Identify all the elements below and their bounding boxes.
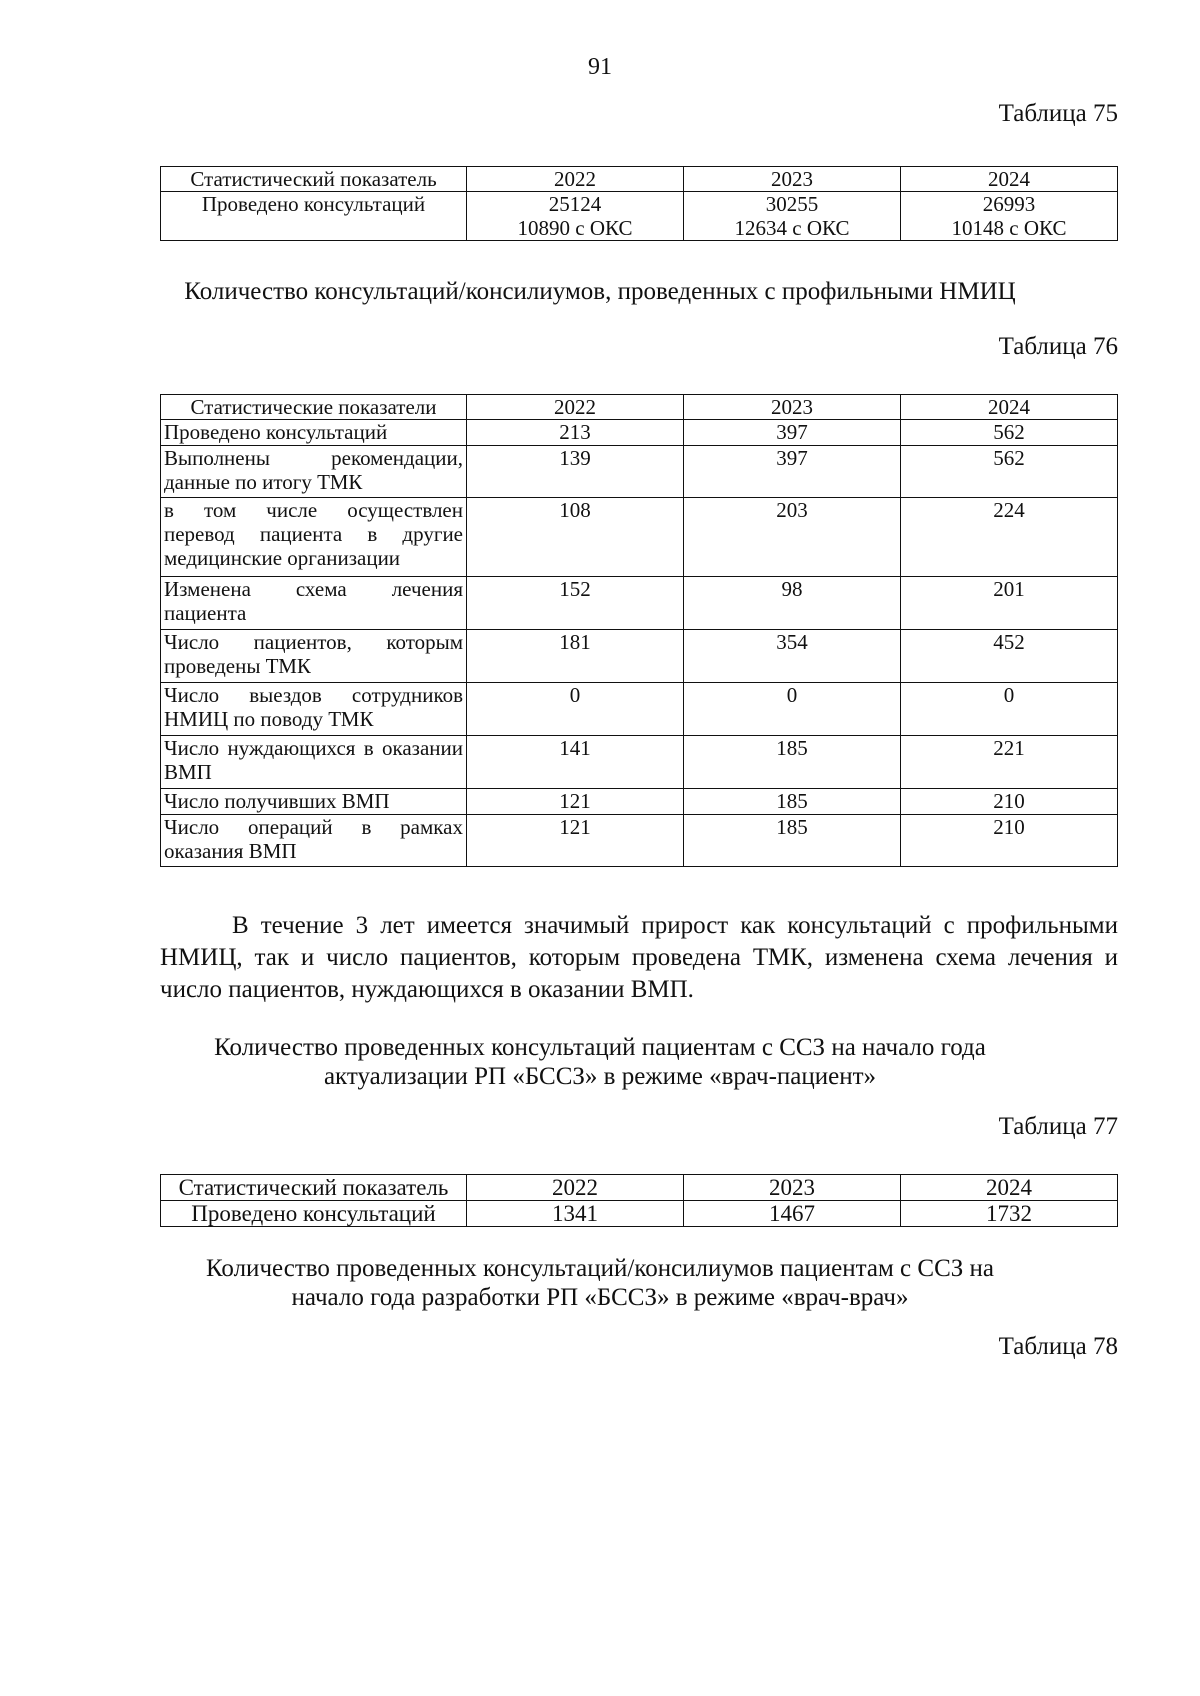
value-cell: 185	[684, 736, 901, 789]
table-row	[161, 736, 1118, 789]
value-cell: 181	[467, 630, 684, 683]
header-cell: 2022	[467, 1175, 684, 1201]
value-cell: 210	[901, 815, 1118, 867]
header-cell: 2023	[684, 395, 901, 420]
value-total: 26993	[982, 192, 1036, 216]
value-cell: 0	[684, 683, 901, 736]
value-cell: 0	[901, 683, 1118, 736]
value-cell: 185	[684, 789, 901, 815]
heading-table-77	[120, 1033, 1080, 1091]
heading-line: актуализации РП «БССЗ» в режиме «врач-пациент»	[323, 1063, 877, 1090]
value-cell: 562	[901, 420, 1118, 446]
header-cell: Статистические показатели	[161, 395, 467, 420]
value-cell: 1341	[467, 1201, 684, 1227]
table-row	[161, 683, 1118, 736]
heading-table-76: Количество консультаций/консилиумов, проведенных с профильными НМИЦ	[184, 278, 1016, 305]
row-label: Число нуждающихся в оказании ВМП	[161, 736, 467, 789]
row-label: Изменена схема лечения пациента	[161, 577, 467, 630]
row-label: Число операций в рамках оказания ВМП	[161, 815, 467, 867]
row-label: в том числе осуществлен перевод пациента в другие медицинские организации	[161, 498, 467, 577]
header-cell: 2024	[901, 395, 1118, 420]
value-cell: 0	[467, 683, 684, 736]
table-row	[161, 1201, 1118, 1227]
row-label: Число выездов сотрудников НМИЦ по поводу ТМК	[161, 683, 467, 736]
value-cell: 203	[684, 498, 901, 577]
value-oks: 12634 с ОКС	[734, 216, 850, 240]
value-cell: 221	[901, 736, 1118, 789]
table-76-label: Таблица 76	[998, 333, 1118, 360]
value-cell: 139	[467, 446, 684, 498]
value-cell: 152	[467, 577, 684, 630]
table-header-row	[161, 167, 1118, 192]
value-cell: 1467	[684, 1201, 901, 1227]
heading-line: Количество проведенных консультаций/консилиумов пациентам с ССЗ на	[205, 1255, 994, 1282]
header-cell: 2022	[467, 395, 684, 420]
table-header-row	[161, 395, 1118, 420]
table-row	[161, 446, 1118, 498]
row-label: Проведено консультаций	[161, 420, 467, 446]
header-cell: 2024	[901, 167, 1118, 192]
table-77-label: Таблица 77	[998, 1113, 1118, 1140]
row-label: Число получивших ВМП	[161, 789, 467, 815]
value-cell: 452	[901, 630, 1118, 683]
value-cell	[901, 192, 1118, 241]
value-total: 30255	[765, 192, 819, 216]
value-cell: 1732	[901, 1201, 1118, 1227]
header-cell: Статистический показатель	[161, 1175, 467, 1201]
table-row	[161, 789, 1118, 815]
value-cell: 185	[684, 815, 901, 867]
row-label: Выполнены рекомендации, данные по итогу ТМК	[161, 446, 467, 498]
value-oks: 10890 с ОКС	[517, 216, 633, 240]
value-cell: 224	[901, 498, 1118, 577]
table-75-label: Таблица 75	[998, 100, 1118, 127]
paragraph-text: В течение 3 лет имеется значимый прирост как консультаций с профильными НМИЦ, так и число пациентов, которым проведена ТМК, изменена схема лечения и число пациентов, нуждающихся в оказании ВМП.	[160, 912, 1118, 1003]
table-header-row	[161, 1175, 1118, 1201]
value-cell: 213	[467, 420, 684, 446]
header-cell: 2024	[901, 1175, 1118, 1201]
value-oks: 10148 с ОКС	[951, 216, 1067, 240]
row-label: Число пациентов, которым проведены ТМК	[161, 630, 467, 683]
value-cell: 210	[901, 789, 1118, 815]
table-row	[161, 192, 1118, 241]
table-row	[161, 815, 1118, 867]
value-cell: 141	[467, 736, 684, 789]
value-cell: 354	[684, 630, 901, 683]
header-cell: 2023	[684, 1175, 901, 1201]
value-cell: 562	[901, 446, 1118, 498]
table-78-label: Таблица 78	[998, 1333, 1118, 1360]
value-total: 25124	[548, 192, 602, 216]
table-76	[160, 394, 1118, 867]
body-paragraph	[160, 910, 1118, 1006]
value-cell	[467, 192, 684, 241]
table-row	[161, 577, 1118, 630]
header-cell: 2023	[684, 167, 901, 192]
table-77	[160, 1174, 1118, 1227]
table-row	[161, 498, 1118, 577]
value-cell: 121	[467, 789, 684, 815]
value-cell: 108	[467, 498, 684, 577]
row-label: Проведено консультаций	[161, 192, 467, 241]
value-cell: 201	[901, 577, 1118, 630]
header-cell: 2022	[467, 167, 684, 192]
heading-line: начало года разработки РП «БССЗ» в режиме «врач-врач»	[291, 1284, 909, 1311]
table-row	[161, 420, 1118, 446]
value-cell: 397	[684, 446, 901, 498]
header-cell: Статистический показатель	[161, 167, 467, 192]
value-cell	[684, 192, 901, 241]
page-number: 91	[588, 54, 612, 80]
heading-line: Количество проведенных консультаций пациентам с ССЗ на начало года	[214, 1034, 986, 1061]
value-cell: 98	[684, 577, 901, 630]
value-cell: 121	[467, 815, 684, 867]
heading-table-78	[120, 1254, 1080, 1312]
row-label: Проведено консультаций	[161, 1201, 467, 1227]
value-cell: 397	[684, 420, 901, 446]
table-75	[160, 166, 1118, 241]
table-row	[161, 630, 1118, 683]
